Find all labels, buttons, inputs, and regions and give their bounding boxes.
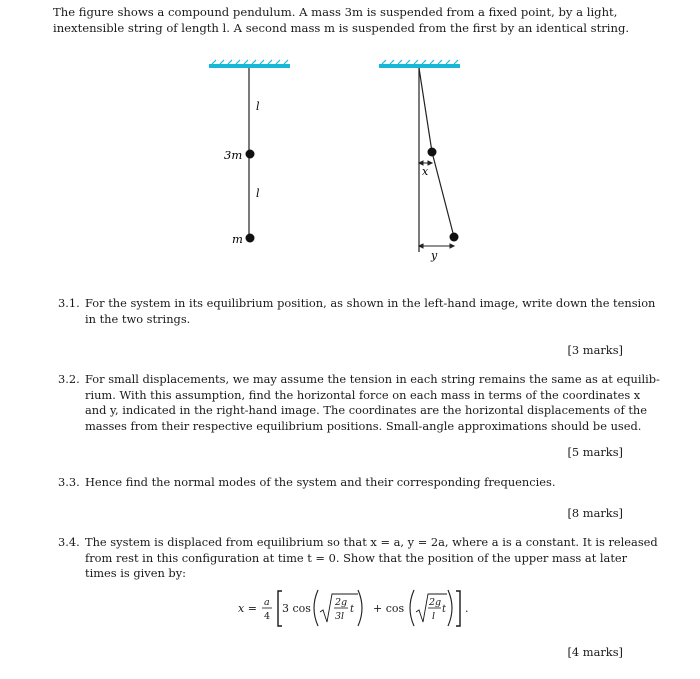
marks-3-4: [4 marks] xyxy=(567,645,623,659)
question-3-3 xyxy=(58,475,623,491)
x-coordinate-label: x xyxy=(422,165,429,178)
inner2-num: 2g xyxy=(429,597,442,608)
question-line: Hence find the normal modes of the system and their corresponding frequencies. xyxy=(85,475,556,489)
question-line: times is given by: xyxy=(85,566,186,581)
sqrt-sign-2 xyxy=(416,594,447,622)
question-number: 3.1. xyxy=(58,296,80,310)
marks-3-2: [5 marks] xyxy=(567,445,623,459)
question-3-1 xyxy=(58,296,656,327)
equation-frac-den: 4 xyxy=(264,611,271,622)
pendulum-figure xyxy=(0,0,700,280)
y-displacement-arrow xyxy=(419,244,454,248)
intro-line-1: The figure shows a compound pendulum. A mass 3m is suspended from a fixed point, by a light, xyxy=(53,5,618,19)
right-ceiling xyxy=(379,60,460,68)
right-bracket xyxy=(456,591,460,626)
left-paren-2 xyxy=(410,590,414,626)
sqrt-sign-1 xyxy=(320,594,358,622)
y-coordinate-label: y xyxy=(431,249,438,262)
equation-plus-cos: + cos xyxy=(373,602,405,615)
marks-3-1: [3 marks] xyxy=(567,343,623,357)
question-line: from rest in this configuration at time t = 0. Show that the position of the upper mass at later xyxy=(85,550,628,565)
inner2-den: l xyxy=(432,611,436,622)
equation-frac-num: a xyxy=(264,597,270,608)
left-paren-1 xyxy=(314,590,318,626)
right-lower-mass xyxy=(450,233,459,242)
right-upper-string xyxy=(419,68,432,152)
right-upper-mass xyxy=(428,148,437,157)
question-number: 3.4. xyxy=(58,535,80,549)
left-lower-length-label: l xyxy=(256,187,260,200)
question-line: and y, indicated in the right-hand image. The coordinates are the horizontal displacements of the xyxy=(85,403,647,418)
equation-end: . xyxy=(465,602,469,615)
left-lower-mass xyxy=(246,234,255,243)
intro-line-2: inextensible string of length l. A second mass m is suspended from the first by an identical string. xyxy=(53,21,630,35)
inner1-den: 3l xyxy=(335,611,345,622)
left-upper-mass xyxy=(246,150,255,159)
question-line: For small displacements, we may assume the tension in each string remains the same as at equilib- xyxy=(85,372,660,386)
question-3-4 xyxy=(58,535,658,582)
left-lower-mass-label: m xyxy=(232,232,243,246)
question-line: rium. With this assumption, find the horizontal force on each mass in terms of the coordinates x xyxy=(85,387,641,402)
marks-3-3: [8 marks] xyxy=(567,506,623,520)
left-bracket xyxy=(278,591,282,626)
inner1-t: t xyxy=(350,604,355,615)
left-ceiling xyxy=(209,60,290,68)
equation-coef: 3 cos xyxy=(282,602,311,615)
left-upper-length-label: l xyxy=(256,100,260,113)
right-lower-string xyxy=(432,152,454,237)
equation-lhs: x = xyxy=(238,602,257,615)
question-line: The system is displaced from equilibrium so that x = a, y = 2a, where a is a constant. It is released xyxy=(85,535,658,549)
left-upper-mass-label: 3m xyxy=(224,148,243,162)
inner1-num: 2g xyxy=(335,597,348,608)
question-number: 3.2. xyxy=(58,372,80,386)
question-line: in the two strings. xyxy=(85,311,191,326)
right-paren-2 xyxy=(448,590,452,626)
question-line: masses from their respective equilibrium positions. Small-angle approximations should be used. xyxy=(85,418,642,433)
right-paren-1 xyxy=(358,590,362,626)
question-3-2 xyxy=(58,372,660,434)
inner2-t: t xyxy=(442,604,447,615)
question-number: 3.3. xyxy=(58,475,80,489)
question-line: For the system in its equilibrium position, as shown in the left-hand image, write down the tension xyxy=(85,296,656,310)
